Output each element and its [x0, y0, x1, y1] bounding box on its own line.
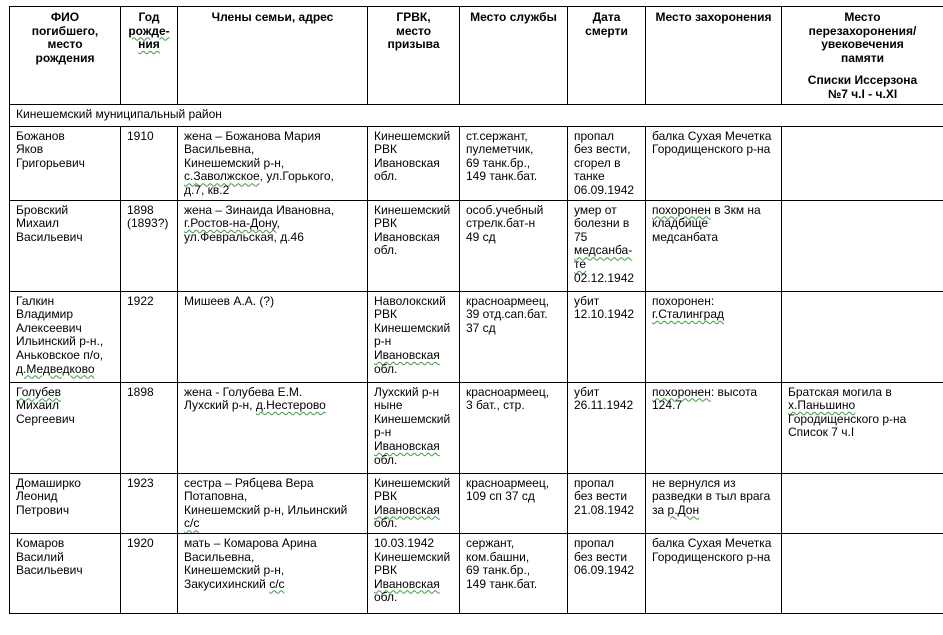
header-name: ФИО погибшего, место рождения: [10, 7, 121, 105]
cell-line: 109 сп 37 сд: [466, 489, 535, 504]
cell-line: 149 танк.бат.: [466, 576, 538, 591]
cell-line: Кинешемский: [374, 128, 451, 143]
cell-year: [121, 382, 178, 473]
cell-service: [460, 291, 568, 382]
cell-line: жена - Голубева Е.М.: [184, 384, 303, 399]
cell-line: д.Медведково: [16, 361, 95, 376]
cell-line: мать – Комарова Арина: [184, 535, 317, 550]
cell-grvk: [368, 126, 460, 200]
cell-line: Ивановская: [374, 229, 440, 244]
cell-line: красноармеец,: [466, 293, 550, 308]
cell-line: Городищенского р-на: [788, 411, 907, 426]
cell-line: красноармеец,: [466, 475, 550, 490]
cell-year: [121, 126, 178, 200]
cell-name: [10, 382, 121, 473]
cell-line: Наволокский: [374, 293, 446, 308]
cell-line: пропал: [574, 535, 615, 550]
cell-line: болезни в: [574, 216, 630, 231]
cell-line: 149 танк.бат.: [466, 169, 538, 184]
cell-line: Кинешемский р-н, Ильинский: [184, 502, 348, 517]
cell-line: с.Заволжское, ул.Горького,: [184, 169, 334, 184]
cell-line: убит: [574, 384, 600, 399]
cell-family: [178, 382, 368, 473]
cell-death: [568, 291, 646, 382]
table-row: [10, 200, 943, 291]
cell-line: сестра – Рябцева Вера: [184, 475, 314, 490]
cell-line: д.7, кв.2: [184, 182, 230, 197]
cell-burial: [646, 126, 782, 200]
cell-line: балка Сухая Мечетка: [652, 535, 772, 550]
cell-line: Петрович: [16, 502, 70, 517]
cell-family: [178, 473, 368, 533]
cell-line: Потаповна,: [184, 489, 248, 504]
cell-line: Закусихинский с/с: [184, 576, 285, 591]
cell-line: жена – Зинаида Ивановна,: [184, 202, 335, 217]
cell-reburial: [782, 473, 943, 533]
cell-grvk: [368, 533, 460, 613]
cell-name: [10, 473, 121, 533]
cell-line: 39 отд.сап.бат.: [466, 307, 548, 322]
cell-death: [568, 473, 646, 533]
cell-line: особ.учебный: [466, 202, 544, 217]
cell-reburial: [782, 200, 943, 291]
cell-line: сержант,: [466, 535, 515, 550]
cell-death: [568, 126, 646, 200]
table-row: [10, 291, 943, 382]
cell-line: 3 бат., стр.: [466, 398, 525, 413]
cell-line: Ивановская: [374, 502, 440, 517]
cell-line: Григорьевич: [16, 155, 85, 170]
cell-line: ст.сержант,: [466, 128, 528, 143]
cell-line: 69 танк.бр.,: [466, 563, 531, 578]
header-reburial: Место перезахоронения/ увековечения памяти Списки Иссерзона №7 ч.I - ч.XI: [782, 7, 943, 105]
table-row: [10, 382, 943, 473]
cell-line: без вести,: [574, 142, 631, 157]
cell-grvk: [368, 473, 460, 533]
cell-line: стрелк.бат-н: [466, 216, 536, 231]
cell-line: 37 сд: [466, 320, 496, 335]
cell-line: медсанбата: [652, 229, 719, 244]
cell-service: [460, 473, 568, 533]
cell-line: Леонид: [16, 489, 58, 504]
cell-name: [10, 200, 121, 291]
cell-line: Домаширко: [16, 475, 81, 490]
cell-line: Голубев: [16, 384, 62, 399]
cell-line: г.Сталинград: [652, 307, 725, 322]
cell-line: обл.: [374, 361, 398, 376]
table-row: [10, 533, 943, 613]
cell-line: медсанба-: [574, 243, 633, 258]
cell-line: пропал: [574, 128, 615, 143]
cell-line: Лухский р-н: [374, 384, 440, 399]
cell-line: х.Паньшино: [788, 398, 856, 413]
cell-line: г.Ростов-на-Дону,: [184, 216, 280, 231]
cell-year: [121, 473, 178, 533]
cell-line: ул.Февральская, д.46: [184, 229, 304, 244]
cell-family: [178, 200, 368, 291]
cell-reburial: [782, 291, 943, 382]
cell-line: обл.: [374, 452, 398, 467]
cell-line: Бровский: [16, 202, 69, 217]
cell-family: [178, 126, 368, 200]
cell-burial: [646, 200, 782, 291]
cell-line: похоронен в 3км на: [652, 202, 761, 217]
cell-line: 124.7: [652, 398, 683, 413]
cell-line: 10.03.1942: [374, 535, 435, 550]
header-row: [10, 7, 943, 105]
cell-service: [460, 533, 568, 613]
cell-death: [568, 382, 646, 473]
cell-death: [568, 200, 646, 291]
district-row: [10, 104, 943, 126]
cell-line: 21.08.1942: [574, 502, 635, 517]
cell-burial: [646, 533, 782, 613]
cell-line: без вести: [574, 549, 628, 564]
cell-line: РВК: [374, 489, 397, 504]
cell-line: Кинешемский р-н,: [184, 563, 285, 578]
cell-line: РВК: [374, 307, 397, 322]
district-title: Кинешемский муниципальный район: [10, 104, 943, 126]
cell-line: Братская могила в: [788, 384, 892, 399]
cell-service: [460, 200, 568, 291]
cell-line: Ивановская: [374, 438, 440, 453]
cell-line: р-н: [374, 425, 392, 440]
cell-line: балка Сухая Мечетка: [652, 128, 772, 143]
cell-line: обл.: [374, 169, 398, 184]
cell-line: кладбище: [652, 216, 709, 231]
cell-line: Яков: [16, 142, 44, 157]
cell-line: р-н: [374, 334, 392, 349]
cell-line: 75: [574, 229, 588, 244]
cell-line: Васильевич: [16, 563, 83, 578]
cell-grvk: [368, 382, 460, 473]
cell-line: Мишеев А.А. (?): [184, 293, 275, 308]
cell-line: похоронен:: [652, 293, 715, 308]
table-row: [10, 473, 943, 533]
cell-line: Алексеевич: [16, 320, 82, 335]
header-year: Год рожде- ния: [121, 7, 178, 105]
cell-service: [460, 126, 568, 200]
cell-line: Кинешемский: [374, 202, 451, 217]
cell-line: Комаров: [16, 535, 65, 550]
cell-line: Владимир: [16, 307, 74, 322]
cell-line: обл.: [374, 590, 398, 605]
cell-line: убит: [574, 293, 600, 308]
cell-line: Ивановская: [374, 347, 440, 362]
cell-line: сгорел в: [574, 155, 621, 170]
cell-line: 06.09.1942: [574, 563, 635, 578]
cell-line: 1920: [127, 535, 154, 550]
cell-line: Ильинский р-н.,: [16, 334, 104, 349]
cell-reburial: [782, 126, 943, 200]
cell-line: Галкин: [16, 293, 55, 308]
header-grvk: ГРВК, место призыва: [368, 7, 460, 105]
cell-line: 26.11.1942: [574, 398, 634, 413]
cell-line: Кинешемский: [374, 549, 451, 564]
cell-year: [121, 291, 178, 382]
cell-year: [121, 533, 178, 613]
cell-line: ком.башни,: [466, 549, 530, 564]
cell-line: Сергеевич: [16, 411, 75, 426]
cell-burial: [646, 473, 782, 533]
casualty-table: [9, 6, 943, 614]
cell-line: Божанов: [16, 128, 65, 143]
cell-death: [568, 533, 646, 613]
cell-family: [178, 533, 368, 613]
cell-name: [10, 291, 121, 382]
cell-line: РВК: [374, 563, 397, 578]
cell-line: разведки в тыл врага: [652, 489, 771, 504]
cell-line: жена – Божанова Мария: [184, 128, 321, 143]
cell-reburial: [782, 533, 943, 613]
cell-line: танке: [574, 169, 605, 184]
cell-line: РВК: [374, 216, 397, 231]
cell-line: 1910: [127, 128, 154, 143]
cell-line: Василий: [16, 549, 64, 564]
cell-line: 02.12.1942: [574, 270, 635, 285]
table-row: [10, 126, 943, 200]
cell-line: Ивановская: [374, 155, 440, 170]
header-family: Члены семьи, адрес: [178, 7, 368, 105]
cell-line: 1922: [127, 293, 154, 308]
cell-service: [460, 382, 568, 473]
cell-line: 06.09.1942: [574, 182, 635, 197]
cell-line: Аньковское п/о,: [16, 347, 104, 362]
cell-line: за р.Дон: [652, 502, 700, 517]
cell-line: Кинешемский: [374, 320, 451, 335]
cell-line: Городищенского р-на: [652, 142, 771, 157]
cell-grvk: [368, 200, 460, 291]
cell-line: 1923: [127, 475, 154, 490]
cell-line: похоронен: высота: [652, 384, 758, 399]
cell-line: Список 7 ч.I: [788, 425, 855, 440]
cell-family: [178, 291, 368, 382]
header-death-date: Дата смерти: [568, 7, 646, 105]
cell-name: [10, 126, 121, 200]
cell-line: Ивановская: [374, 576, 440, 591]
cell-line: не вернулся из: [652, 475, 736, 490]
cell-line: пулеметчик,: [466, 142, 534, 157]
cell-line: Васильевна,: [184, 549, 255, 564]
cell-line: с/с: [184, 516, 200, 531]
header-lists: Списки Иссерзона: [807, 73, 918, 88]
cell-line: умер от: [574, 202, 617, 217]
cell-line: (1893?): [127, 216, 169, 231]
cell-line: 69 танк.бр.,: [466, 155, 531, 170]
cell-burial: [646, 382, 782, 473]
cell-line: Лухский р-н, д.Нестерово: [184, 398, 326, 413]
cell-line: 1898: [127, 202, 154, 217]
cell-line: те: [574, 256, 587, 271]
cell-line: Городищенского р-на: [652, 549, 771, 564]
cell-line: Михаил: [16, 398, 59, 413]
cell-reburial: [782, 382, 943, 473]
cell-line: без вести: [574, 489, 628, 504]
cell-line: красноармеец,: [466, 384, 550, 399]
header-burial: Место захоронения: [646, 7, 782, 105]
cell-line: Михаил: [16, 216, 59, 231]
cell-line: Кинешемский р-н,: [184, 155, 285, 170]
cell-year: [121, 200, 178, 291]
header-service: Место службы: [460, 7, 568, 105]
cell-grvk: [368, 291, 460, 382]
cell-line: Кинешемский: [374, 411, 451, 426]
cell-line: Кинешемский: [374, 475, 451, 490]
cell-line: 49 сд: [466, 229, 496, 244]
cell-line: РВК: [374, 142, 397, 157]
cell-line: 12.10.1942: [574, 307, 635, 322]
cell-line: пропал: [574, 475, 615, 490]
cell-line: ныне: [374, 398, 403, 413]
cell-line: Васильевна,: [184, 142, 255, 157]
cell-line: Васильевич: [16, 229, 83, 244]
cell-line: 1898: [127, 384, 154, 399]
cell-name: [10, 533, 121, 613]
cell-line: обл.: [374, 516, 398, 531]
cell-burial: [646, 291, 782, 382]
cell-line: обл.: [374, 243, 398, 258]
